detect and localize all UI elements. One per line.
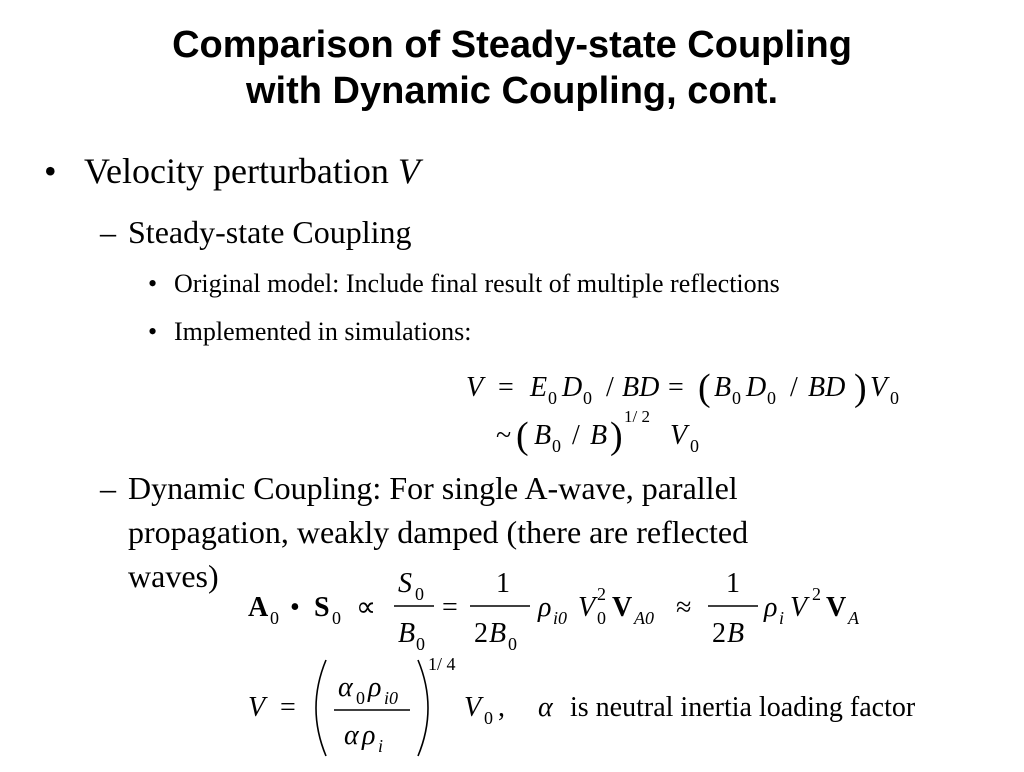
bullet-velocity-perturbation [84,150,420,192]
equation-2-svg [496,404,736,456]
eq3-va0-sub: A0 [634,608,654,628]
eq3-frac1-den: B [398,618,416,649]
eq1-d-sub: 0 [583,388,592,408]
eq4-alpha-sub: 0 [356,688,365,708]
eq2-v: V [670,420,688,451]
eq2-exponent: 1/ 2 [624,407,650,426]
eq4-v2-sub: 0 [484,708,493,728]
dynamic-line-3: waves) [128,558,219,594]
eq1-bd2: BD [808,372,846,403]
bullet-marker: • [148,269,158,298]
eq1-equals-2: = [668,372,684,403]
bullet-text: Velocity perturbation [84,151,398,191]
eq1-b-sub: 0 [732,388,741,408]
eq1-v2-sub: 0 [890,388,899,408]
bullet-marker: • [148,317,158,346]
eq3-rho: ρ [538,592,552,623]
eq1-slash: / [606,372,614,403]
eq3-v2: V [790,592,808,623]
bullet-marker: • [44,151,57,191]
eq2-lparen: ( [516,415,529,457]
eq3-frac2-num: 1 [496,568,510,599]
eq3-v-sup: 2 [597,584,606,604]
eq3-v-sub: 0 [597,608,606,628]
eq3-rho2: ρ [764,592,778,623]
eq1-v: V [466,372,484,403]
eq1-e-sub: 0 [548,388,557,408]
eq1-v2: V [870,372,888,403]
eq3-rho-sub: i0 [553,608,568,628]
eq3-frac3-b: B [727,618,745,649]
eq4-comma: , [498,692,505,723]
slide-title [0,22,1024,114]
eq2-rparen: ) [610,415,623,457]
eq3-a-sub: 0 [270,608,279,628]
eq1-d2: D [746,372,767,403]
eq1-b: B [714,372,732,403]
eq4-exponent: 1/ 4 [428,654,456,674]
eq4-note: is neutral inertia loading factor [570,692,916,723]
eq2-b: B [534,420,552,451]
eq3-equals: = [442,592,458,623]
eq3-frac2-two: 2 [474,618,488,649]
eq3-frac1-num-sub: 0 [415,584,424,604]
eq3-va0: V [612,592,633,623]
eq4-v2: V [464,692,482,723]
eq1-d: D [562,372,583,403]
eq3-frac2-b: B [489,618,507,649]
eq2-b-sub: 0 [552,436,561,456]
eq1-lparen: ( [698,367,711,409]
eq3-va-sub: A [848,608,859,628]
dash-marker: – [100,470,116,506]
eq4-rho2-sub: i [378,736,384,756]
eq4-alpha2: α [344,720,359,751]
equation-4-svg [246,652,1020,764]
eq4-equals: = [280,692,296,723]
eq4-right-paren [418,660,428,756]
eq3-frac1-num: S [398,568,412,599]
eq3-proportional: ∝ [356,592,377,623]
eq1-d2-sub: 0 [767,388,776,408]
eq3-v: V [578,592,596,623]
subbullet-steady-state: Steady-state Coupling [128,214,412,250]
eq1-slash-2: / [790,372,798,403]
eq3-s: S [314,592,330,623]
equation-velocity-scaling [496,404,736,464]
eq2-slash: / [572,420,580,451]
eq4-left-paren [316,660,326,756]
eq3-dot: • [290,592,300,623]
eq1-bd: BD [622,372,660,403]
eq2-v-sub: 0 [690,436,699,456]
eq2-b2: B [590,420,608,451]
eq3-frac3-two: 2 [712,618,726,649]
eq4-alpha: α [338,672,353,703]
eq3-va: V [826,592,847,623]
variable-v: V [397,151,420,191]
eq4-rho2: ρ [362,720,376,751]
title-line-2: with Dynamic Coupling, cont. [246,70,778,112]
eq3-frac1-den-sub: 0 [416,634,425,654]
eq3-a: A [248,592,269,623]
eq4-v: V [248,692,266,723]
eq1-rparen: ) [854,367,867,409]
eq4-rho: ρ [368,672,382,703]
title-line-1: Comparison of Steady-state Coupling [172,24,852,66]
eq3-rho2-sub: i [779,608,785,628]
eq1-e: E [530,372,548,403]
eq4-rho-sub: i0 [384,688,399,708]
eq3-approx: ≈ [676,592,692,623]
dash-marker: – [100,214,116,250]
eq3-v2-sup: 2 [812,584,821,604]
dynamic-line-1: Dynamic Coupling: For single A-wave, parallel [128,470,738,506]
equation-dynamic-velocity [246,652,1020,772]
eq1-equals: = [498,372,514,403]
eq4-alpha3: α [538,692,553,723]
dynamic-line-2: propagation, weakly damped (there are reflected [128,514,749,550]
equation-3-svg [248,560,888,660]
eq3-frac3-num: 1 [726,568,740,599]
subsubbullet-implemented: Implemented in simulations: [174,317,472,346]
eq3-frac2-b-sub: 0 [508,634,517,654]
eq2-tilde: ~ [496,420,512,451]
subsubbullet-original-model: Original model: Include final result of multiple reflections [174,269,780,298]
eq3-s-sub: 0 [332,608,341,628]
